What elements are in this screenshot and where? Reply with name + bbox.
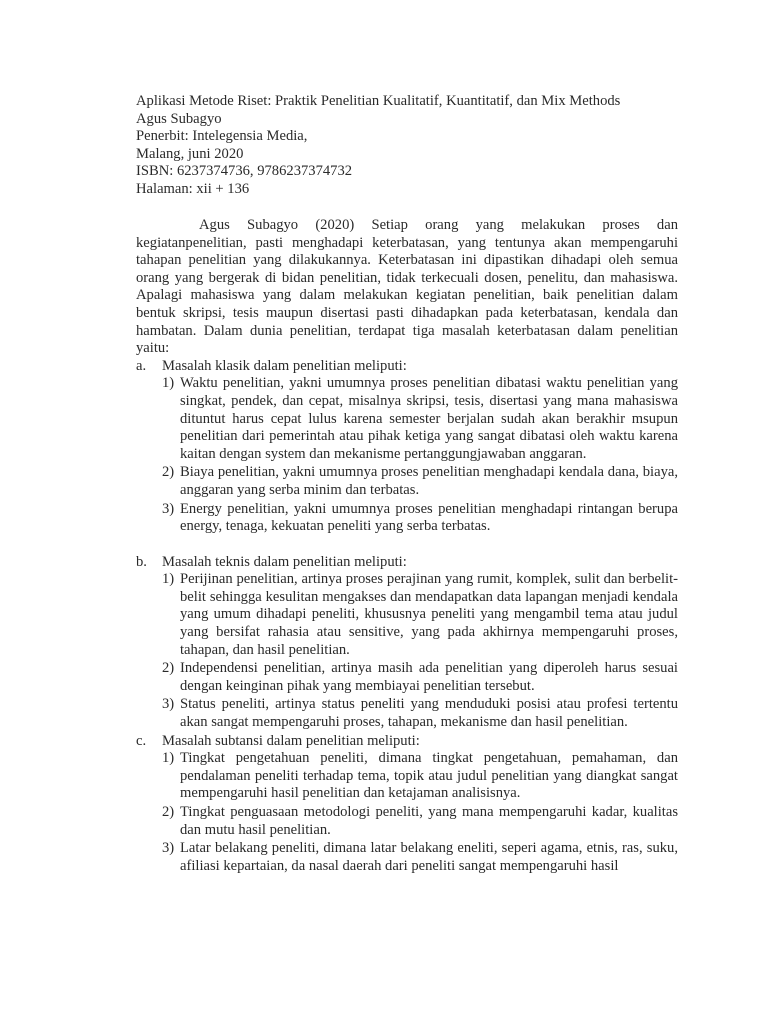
section-a (136, 358, 678, 536)
item-number: 1) (162, 571, 175, 588)
list-item (162, 804, 678, 839)
intro-paragraph: Agus Subagyo (2020) Setiap orang yang melakukan proses dan kegiatanpenelitian, pasti menghadapi keterbatasan, yang tentunya akan mempengaruhi tahapan penelitian yang dilakukannya. Keterbatasan ini dipastikan dihadapi oleh semua orang yang bergerak di bidan penelitian, tidak terkecuali dosen, penelitu, dan mahasiswa. Apalagi mahasiswa yang dalam melakukan kegiatan penelitian, baik penelitian dalam bentuk skripsi, tesis maupun disertasi pasti dihadapkan pada keterbatasan, kendala dan hambatan. Dalam dunia penelitian, terdapat tiga masalah keterbatasan dalam penelitian yaitu: (136, 217, 678, 357)
section-list (162, 375, 678, 535)
section-title: Masalah klasik dalam penelitian meliputi: (162, 357, 407, 374)
item-text: Energy penelitian, yakni umumnya proses penelitian menghadapi rintangan berupa energy, tenaga, kekuatan peneliti yang serba terbatas. (180, 500, 678, 535)
section-marker: b. (136, 553, 147, 570)
item-text: Waktu penelitian, yakni umumnya proses penelitian dibatasi waktu penelitian yang singkat, pendek, dan cepat, misalnya skripsi, tesis, disertasi yang mana mahasiswa dituntut harus cepat lulus karena semester berjalan sudah akan berakhir msupun penelitian dari pemerintah atau pihak ketiga yang sangat dibatasi oleh waktu karena kaitan dengan system dan mekanisme pertanggungjawaban anggaran. (180, 375, 678, 462)
section-marker: a. (136, 357, 147, 374)
item-number: 1) (162, 375, 175, 392)
list-item (162, 464, 678, 499)
item-text: Status peneliti, artinya status peneliti yang menduduki posisi atau profesi tertentu akan sangat mempengaruhi proses, tahapan, mekanisme dan hasil penelitian. (180, 696, 678, 731)
section-b (136, 554, 678, 732)
item-text: Perijinan penelitian, artinya proses perajinan yang rumit, komplek, sulit dan berbelit-belit sehingga kesulitan mengakses dan mendapatkan data lapangan menjadi kendala yang umum dihadapi peneliti, khususnya peneliti yang mengambil tema atau judul yang bersifat rahasia atau sensitive, yang pada akhirnya mempengaruhi proses, tahapan, dan hasil penelitian. (180, 571, 678, 658)
section-c (136, 733, 678, 876)
book-place-date: Malang, juni 2020 (136, 145, 244, 162)
item-number: 2) (162, 804, 175, 820)
item-text: Tingkat pengetahuan peneliti, dimana tingkat pengetahuan, pemahaman, dan pendalaman peneliti terhadap tema, topik atau judul penelitian yang diangkat sangat mempengaruhi hasil penelitian dan ketajaman analisisnya. (180, 750, 678, 802)
section-title: Masalah teknis dalam penelitian meliputi: (162, 553, 407, 570)
item-text: Independensi penelitian, artinya masih ada penelitian yang diperoleh harus sesuai dengan keinginan pihak yang membiayai penelitian tersebut. (180, 660, 678, 694)
item-number: 1) (162, 750, 175, 767)
book-title: Aplikasi Metode Riset: Praktik Penelitian Kualitatif, Kuantitatif, dan Mix Methods (136, 93, 621, 109)
item-number: 3) (162, 500, 175, 517)
section-title: Masalah subtansi dalam penelitian meliputi: (162, 732, 420, 749)
list-item (162, 750, 678, 803)
item-number: 2) (162, 464, 175, 481)
list-item (162, 501, 678, 536)
book-publisher: Penerbit: Intelegensia Media, (136, 128, 308, 145)
section-list (162, 750, 678, 875)
book-author: Agus Subagyo (136, 110, 222, 127)
item-text: Biaya penelitian, yakni umumnya proses penelitian menghadapi kendala dana, biaya, anggaran yang serba minim dan terbatas. (180, 464, 678, 498)
list-item (162, 840, 678, 875)
book-isbn: ISBN: 6237374736, 9786237374732 (136, 163, 353, 180)
document-body (136, 217, 678, 876)
item-number: 3) (162, 696, 175, 713)
section-marker: c. (136, 732, 147, 749)
item-number: 2) (162, 660, 175, 677)
book-info (136, 93, 696, 199)
list-item (162, 375, 678, 463)
list-item (162, 571, 678, 659)
book-pages: Halaman: xii + 136 (136, 180, 250, 197)
spacer (136, 537, 678, 554)
item-number: 3) (162, 840, 175, 857)
section-list (162, 571, 678, 731)
list-item (162, 696, 678, 731)
item-text: Tingkat penguasaan metodologi peneliti, yang mana mempengaruhi kadar, kualitas dan mutu hasil penelitian. (180, 804, 678, 838)
list-item (162, 660, 678, 695)
item-text: Latar belakang peneliti, dimana latar belakang eneliti, seperi agama, etnis, ras, suku, afiliasi kepartaian, da nasal daerah dari peneliti sangat mempengaruhi hasil (180, 840, 678, 874)
